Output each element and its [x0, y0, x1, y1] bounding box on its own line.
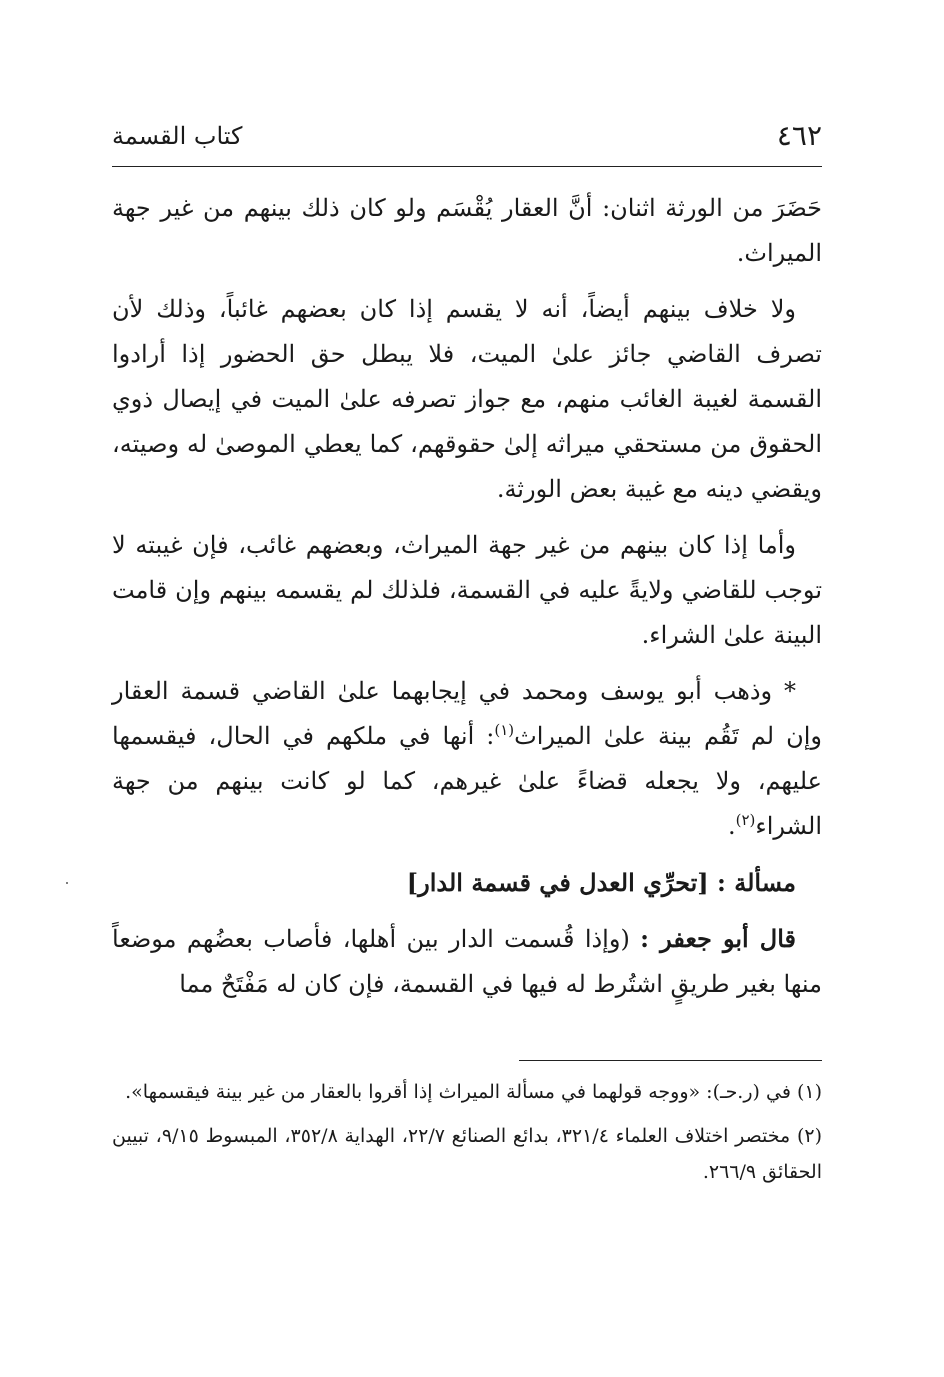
- heading-title: [تحرِّي العدل في قسمة الدار]: [406, 868, 709, 897]
- speaker-label: قال أبو جعفر :: [640, 924, 796, 953]
- footnote-2: (٢) مختصر اختلاف العلماء ٣٢١/٤، بدائع الصنائع ٢٢/٧، الهداية ٣٥٢/٨، المبسوط ٩/١٥، تبيين الحقائق ٢٦٦/٩.: [112, 1125, 823, 1183]
- heading-label: مسألة :: [717, 868, 796, 897]
- paragraph-4-end: .: [727, 812, 736, 840]
- scan-speck: [66, 882, 68, 884]
- header-divider: [112, 166, 822, 167]
- page-header: [112, 118, 822, 158]
- footnote-ref-2: (٢): [735, 811, 756, 829]
- footnote-ref-1: (١): [494, 721, 515, 739]
- section-heading: [112, 860, 822, 905]
- running-title: كتاب القسمة: [112, 122, 243, 150]
- paragraph-4: [112, 669, 822, 849]
- footnote-divider: [519, 1060, 822, 1061]
- paragraph-5: [112, 916, 822, 1007]
- paragraph-3: وأما إذا كان بينهم من غير جهة الميراث، وبعضهم غائب، فإن غيبته لا توجب للقاضي ولايةً عليه في القسمة، فلذلك لم يقسمه بينهم وإن قامت البينة علىٰ الشراء.: [112, 531, 822, 649]
- paragraph-4-part-2: : أنها في ملكهم في الحال، فيقسمها عليهم، ولا يجعله قضاءً علىٰ غيرهم، كما لو كانت بينهم من جهة الشراء: [112, 722, 822, 840]
- paragraph-1: حَضَرَ من الورثة اثنان: أنَّ العقار يُقْسَم ولو كان ذلك بينهم من غير جهة الميراث.: [112, 194, 822, 267]
- paragraph-2: ولا خلاف بينهم أيضاً، أنه لا يقسم إذا كان بعضهم غائباً، وذلك لأن تصرف القاضي جائز علىٰ الميت، فلا يبطل حق الحضور إذا أرادوا القسمة لغيبة الغائب منهم، مع جواز تصرفه علىٰ الميت في إيصال ذوي الحقوق من مستحقي ميراثه إلىٰ حقوقهم، كما يعطي الموصىٰ له وصيته، ويقضي دينه مع غيبة بعض الورثة.: [112, 295, 822, 503]
- footnotes: [112, 1074, 822, 1198]
- footnote-1: (١) في (ر.حـ): «ووجه قولهما في مسألة الميراث إذا أقروا بالعقار من غير بينة فيقسمها».: [125, 1081, 822, 1103]
- page-number: ٤٦٢: [776, 119, 822, 152]
- main-text: [112, 186, 822, 1018]
- paragraph-5-text: (وإذا قُسمت الدار بين أهلها، فأصاب بعضُهم موضعاً منها بغير طريقٍ اشتُرط له فيها في القسمة، فإن كان له مَفْتَحٌ مما: [112, 925, 822, 998]
- paragraph-4-part-1: * وذهب أبو يوسف ومحمد في إيجابهما علىٰ القاضي قسمة العقار وإن لم تَقُم بينة علىٰ الميراث: [112, 677, 822, 750]
